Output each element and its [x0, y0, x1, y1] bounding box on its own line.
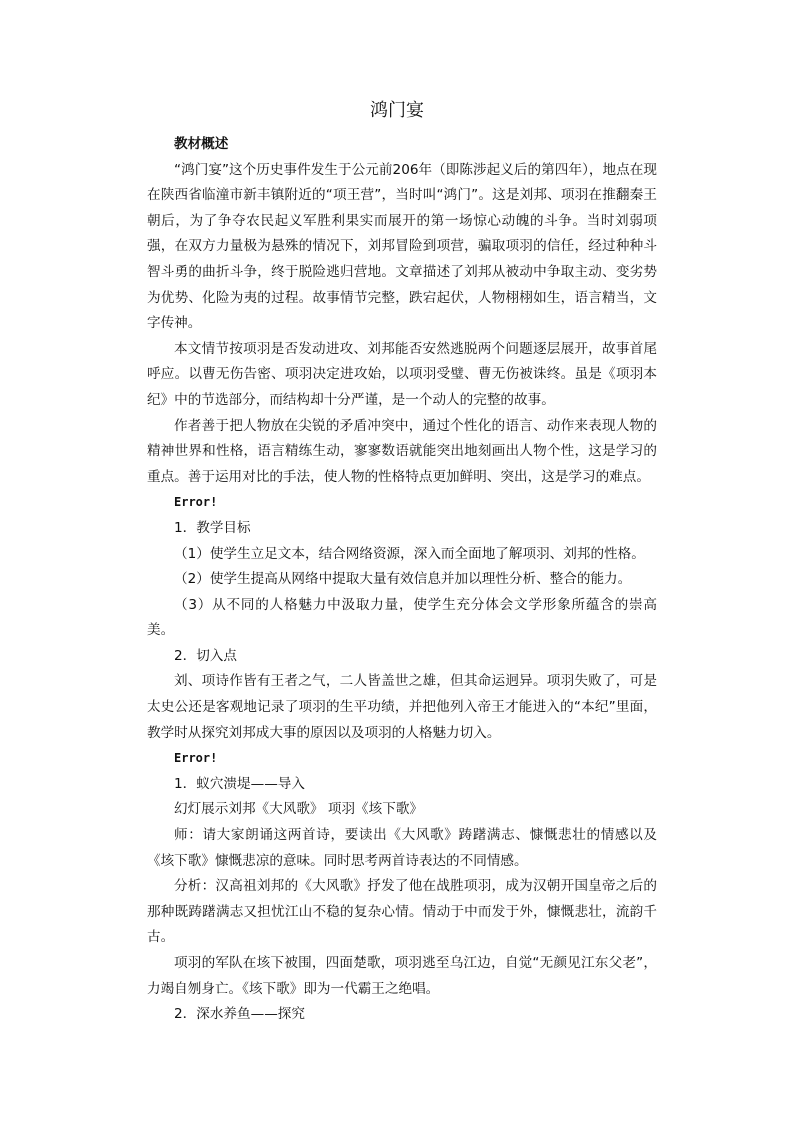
overview-paragraph-3: 作者善于把人物放在尖锐的矛盾冲突中，通过个性化的语言、动作来表现人物的精神世界和性格，语言精练生动，寥寥数语就能突出地刻画出人物个性，这是学习的重点。善于运用对比的手法，使人物的性格特点更加鲜明、突出，这是学习的难点。: [147, 417, 657, 485]
overview-paragraph-2: 本文情节按项羽是否发动进攻、刘邦能否安然逃脱两个问题逐层展开，故事首尾呼应。以曹无伤告密、项羽决定进攻始，以项羽受璧、曹无伤被诛终。虽是《项羽本纪》中的节选部分，而结构却十分严谨，是一个动人的完整的故事。: [147, 340, 657, 408]
step-1-analysis-paragraph: 分析：汉高祖刘邦的《大风歌》抒发了他在战胜项羽，成为汉朝开国皇帝之后的那种既踌躇满志又担忧江山不稳的复杂心情。情动于中而发于外，慷慨悲壮，流韵千古。: [147, 878, 657, 946]
goal-item-2: （2）使学生提高从网络中提取大量有效信息并加以理性分析、整合的能力。: [174, 571, 632, 588]
document-body: [147, 132, 657, 1028]
overview-paragraph-1: “鸿门宴”这个历史事件发生于公元前206年（即陈涉起义后的第四年），地点在现在陕西省临潼市新丰镇附近的“项王营”，当时叫“鸿门”。这是刘邦、项羽在推翻秦王朝后，为了争夺农民起义军胜利果实而展开的第一场惊心动魄的斗争。当时刘弱项强，在双方力量极为悬殊的情况下，刘邦冒险到项营，骗取项羽的信任，经过种种斗智斗勇的曲折斗争，终于脱险逃归营地。文章描述了刘邦从被动中争取主动、变劣势为优势、化险为夷的过程。故事情节完整，跌宕起伏，人物栩栩如生，语言精当，文字传神。: [147, 161, 657, 332]
step-1-xiangyu-paragraph: 项羽的军队在垓下被围，四面楚歌，项羽逃至乌江边，自觉“无颜见江东父老”，力竭自刎身亡。《垓下歌》即为一代霸王之绝唱。: [147, 955, 657, 997]
entry-point-paragraph: 刘、项诗作皆有王者之气，二人皆盖世之雄，但其命运迥异。项羽失败了，可是太史公还是客观地记录了项羽的生平功绩，并把他列入帝王才能进入的“本纪”里面，教学时从探究刘邦成大事的原因以及项羽的人格魅力切入。: [147, 673, 657, 741]
entry-point-heading: 2．切入点: [174, 647, 238, 664]
step-1-teacher-paragraph: 师：请大家朗诵这两首诗，要读出《大风歌》踌躇满志、慷慨悲壮的情感以及《垓下歌》慷慨悲凉的意味。同时思考两首诗表达的不同情感。: [147, 827, 657, 869]
goal-item-1: （1）使学生立足文本，结合网络资源，深入而全面地了解项羽、刘邦的性格。: [174, 545, 645, 562]
step-1-heading: 1．蚁穴溃堤——导入: [174, 775, 305, 792]
step-1-slides: 幻灯展示刘邦《大风歌》 项羽《垓下歌》: [174, 801, 424, 818]
goals-heading: 1．教学目标: [174, 519, 251, 536]
error-label: Error!: [174, 751, 218, 766]
goal-item-3: （3）从不同的人格魅力中汲取力量，使学生充分体会文学形象所蕴含的崇高美。: [147, 596, 657, 639]
error-label: Error!: [174, 495, 218, 510]
step-2-heading: 2．深水养鱼——探究: [174, 1006, 305, 1023]
section-heading-overview: 教材概述: [174, 136, 229, 152]
document-title: 鸿门宴: [370, 100, 424, 121]
